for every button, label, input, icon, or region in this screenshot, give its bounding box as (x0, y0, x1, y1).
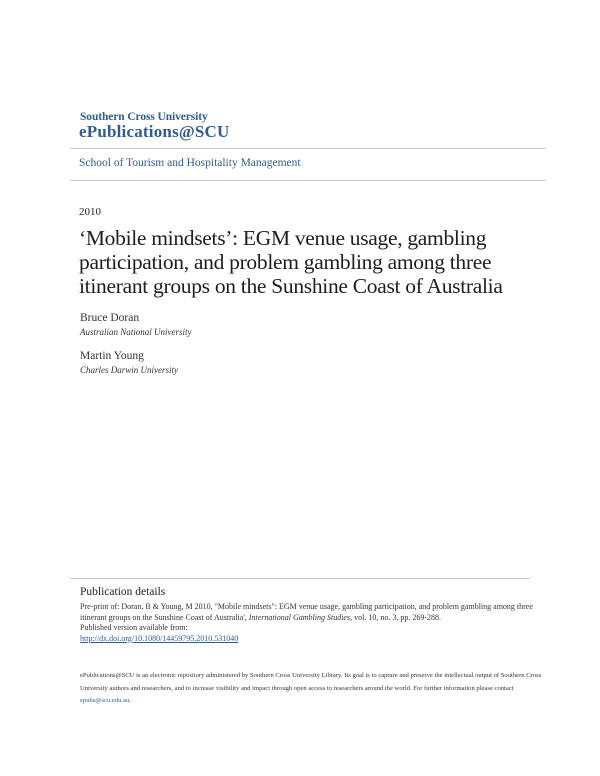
footer-text-end: . (129, 697, 131, 704)
journal-name: International Gambling Studies (248, 612, 351, 622)
doi-link[interactable]: http://dx.doi.org/10.1080/14459795.2010.531040 (80, 633, 239, 643)
publication-details-body (80, 602, 550, 644)
divider-publication (70, 578, 530, 579)
publication-details-heading: Publication details (80, 586, 166, 598)
author-name: Bruce Doran (80, 312, 140, 324)
citation-prefix: Pre-print of: Doran, B & Young, M 2010, "Mobile mindsets": EGM venue usage, gambling participation, and problem gambling among three itinerant groups on the Sunshine Coast of Australia', (80, 602, 533, 622)
author-affiliation: Australian National University (80, 327, 192, 337)
contact-email-link[interactable]: epubs@scu.edu.au (80, 697, 130, 704)
author-name: Martin Young (80, 350, 144, 362)
divider-top (70, 148, 546, 149)
repository-name[interactable]: ePublications@SCU (79, 122, 230, 141)
author-affiliation: Charles Darwin University (80, 365, 178, 375)
school-link[interactable]: School of Tourism and Hospitality Management (79, 157, 301, 169)
footer-text: ePublications@SCU is an electronic repository administered by Southern Cross University Library. Its goal is to capture and preserve the intellectual output of Southern Cross University authors and researchers, and to increase visibility and impact through open access to researchers around the world. For further information please contact (80, 672, 542, 692)
university-name: Southern Cross University (80, 111, 208, 123)
citation-suffix: , vol. 10, no. 3, pp. 269-288. (350, 612, 441, 622)
paper-title: ‘Mobile mindsets’: EGM venue usage, gambling participation, and problem gambling among three itinerant groups on the Sunshine Coast of Australia (79, 226, 503, 298)
divider-school (70, 180, 546, 181)
publication-year: 2010 (79, 206, 101, 218)
available-label: Published version available from: (80, 623, 188, 632)
repository-footer (80, 670, 560, 708)
